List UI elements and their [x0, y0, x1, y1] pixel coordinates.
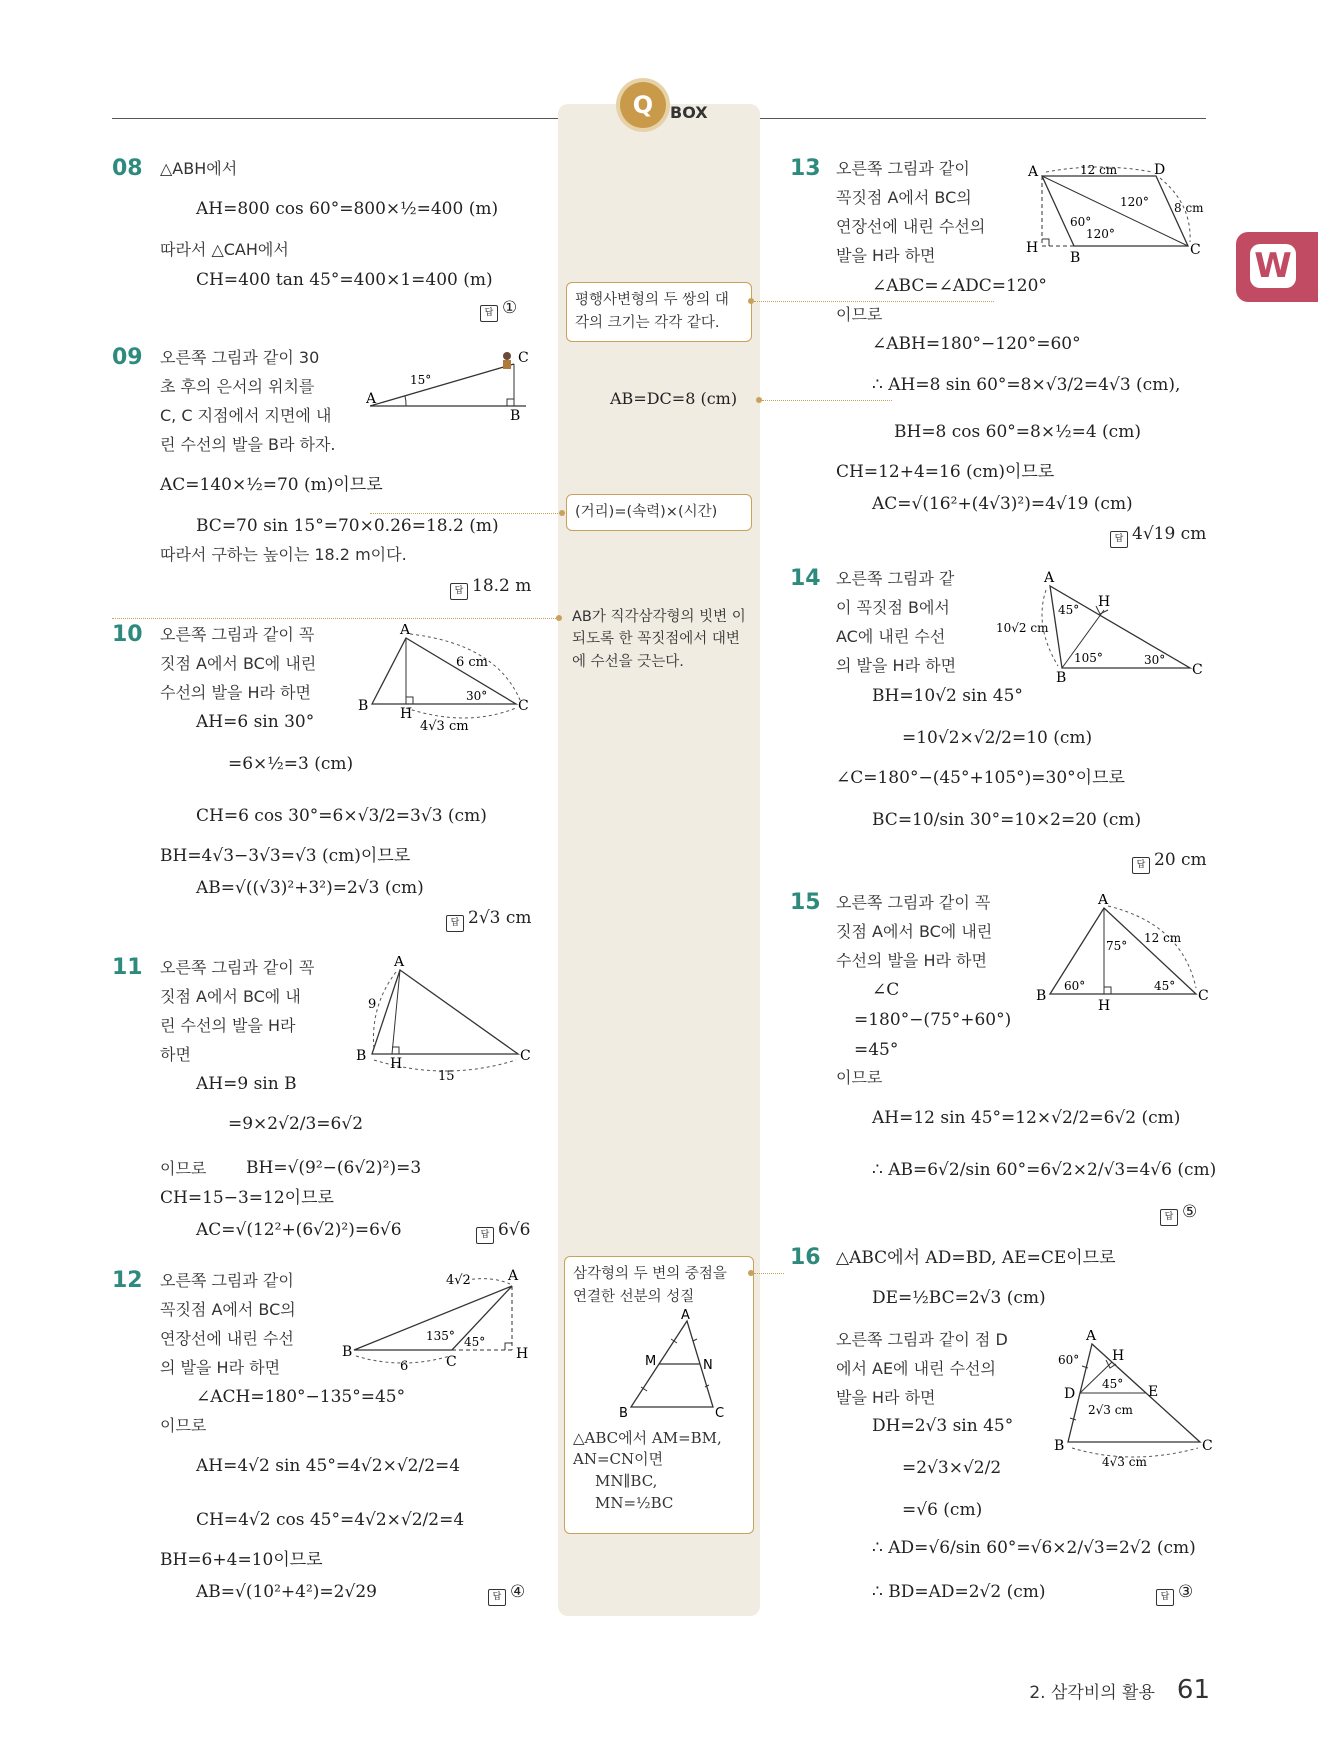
text-line: 연장선에 내린 수선 [160, 1329, 294, 1348]
answer-icon: 답 [450, 583, 468, 600]
svg-text:H: H [516, 1346, 529, 1362]
equation: CH=4√2 cos 45°=4√2×√2/2=4 [196, 1510, 465, 1530]
svg-text:H: H [1026, 240, 1039, 256]
text-line: 이므로 [160, 1416, 207, 1435]
text-line: 연장선에 내린 수선의 [836, 217, 986, 236]
text-line: 따라서 △CAH에서 [160, 240, 289, 259]
equation: AB=√(10²+4²)=2√29 [196, 1582, 377, 1602]
text-line: 오른쪽 그림과 같이 [160, 1271, 294, 1290]
note-midpoint [564, 1256, 754, 1534]
svg-text:H: H [1098, 594, 1111, 610]
svg-text:10√2 cm: 10√2 cm [996, 621, 1049, 635]
page-number: 61 [1176, 1675, 1210, 1705]
text-line: 린 수선의 발을 B라 하자. [160, 435, 336, 454]
text-line: 의 발을 H라 하면 [160, 1358, 281, 1377]
text-line: 초 후의 은서의 위치를 [160, 377, 315, 396]
text-line: 발을 H라 하면 [836, 1388, 936, 1407]
svg-text:A: A [1098, 894, 1109, 908]
svg-text:B: B [1070, 250, 1081, 264]
equation: DH=2√3 sin 45° [872, 1416, 1014, 1436]
svg-text:H: H [1098, 998, 1111, 1014]
figure-14 [994, 570, 1210, 684]
text-line: 꼭짓점 A에서 BC의 [836, 188, 972, 207]
svg-text:E: E [1148, 1384, 1159, 1400]
note-ab-dc: AB=DC=8 (cm) [610, 389, 738, 408]
problem-number: 12 [112, 1268, 143, 1293]
equation: ∴ AB=6√2/sin 60°=6√2×2/√3=4√6 (cm) [872, 1160, 1217, 1180]
equation: AC=√(12²+(6√2)²)=6√6 [196, 1220, 402, 1240]
answer-icon: 답 [446, 915, 464, 932]
svg-text:6: 6 [400, 1359, 409, 1372]
equation: BC=10/sin 30°=10×2=20 (cm) [872, 810, 1142, 830]
svg-text:B: B [1054, 1438, 1065, 1454]
svg-text:A: A [681, 1309, 690, 1324]
svg-text:30°: 30° [1144, 653, 1166, 667]
side-tab-letter: W [1250, 244, 1296, 288]
equation: =45° [854, 1040, 899, 1060]
svg-text:B: B [1056, 670, 1067, 684]
answer: 답 2√3 cm [446, 908, 532, 932]
note-parallelogram: 평행사변형의 두 쌍의 대 각의 크기는 각각 같다. [566, 282, 752, 342]
answer-icon: 답 [1160, 1209, 1178, 1226]
answer: 답 ④ [488, 1582, 525, 1606]
svg-text:B: B [510, 408, 521, 422]
svg-text:A: A [1086, 1330, 1097, 1344]
answer: 답 ③ [1156, 1582, 1193, 1606]
chapter-title: 2. 삼각비의 활용 [1029, 1683, 1155, 1703]
svg-text:15°: 15° [410, 373, 432, 387]
leader-line [112, 618, 556, 619]
text-line: 수선의 발을 H라 하면 [160, 683, 311, 702]
text-line: 오른쪽 그림과 같이 꼭 [836, 893, 991, 912]
svg-text:B: B [619, 1406, 628, 1420]
answer: 답 6√6 [476, 1220, 530, 1244]
text-line: C, C 지점에서 지면에 내 [160, 406, 332, 425]
svg-text:12 cm: 12 cm [1144, 931, 1182, 945]
text-line: AC에 내린 수선 [836, 627, 946, 646]
equation: ∠ABH=180°−120°=60° [872, 334, 1081, 354]
svg-text:45°: 45° [1058, 603, 1080, 617]
svg-text:60°: 60° [1064, 979, 1086, 993]
text-line: 에서 AE에 내린 수선의 [836, 1359, 996, 1378]
svg-text:8 cm: 8 cm [1174, 201, 1204, 215]
svg-text:120°: 120° [1120, 195, 1149, 209]
svg-text:75°: 75° [1106, 939, 1128, 953]
equation: ∴ AH=8 sin 60°=8×√3/2=4√3 (cm), [872, 375, 1181, 395]
answer-icon: 답 [476, 1227, 494, 1244]
svg-text:C: C [1202, 1438, 1213, 1454]
equation: =9×2√2/3=6√2 [228, 1114, 364, 1134]
leader-line [754, 1273, 784, 1274]
svg-text:60°: 60° [1058, 1353, 1080, 1367]
equation: ∴ BD=AD=2√2 (cm) [872, 1582, 1046, 1602]
figure-15 [1032, 894, 1212, 1024]
text-line: 발을 H라 하면 [836, 246, 936, 265]
svg-text:2√3 cm: 2√3 cm [1088, 1403, 1133, 1417]
answer: 답 20 cm [1132, 850, 1207, 874]
svg-text:C: C [518, 698, 529, 714]
equation: CH=15−3=12이므로 [160, 1188, 334, 1208]
leader-line [762, 400, 892, 401]
text-line: 꼭짓점 A에서 BC의 [160, 1300, 296, 1319]
text-line: 오른쪽 그림과 같 [836, 569, 955, 588]
problem-number: 15 [790, 890, 821, 915]
equation: ∠ACH=180°−135°=45° [196, 1387, 406, 1407]
text-line: 오른쪽 그림과 같이 30 [160, 348, 320, 367]
text-line: 짓점 A에서 BC에 내린 [160, 654, 317, 673]
answer-icon: 답 [1110, 531, 1128, 548]
svg-text:120°: 120° [1086, 227, 1115, 241]
equation: CH=12+4=16 (cm)이므로 [836, 462, 1055, 482]
equation: AB=√((√3)²+3²)=2√3 (cm) [196, 878, 424, 898]
problem-number: 13 [790, 156, 821, 181]
side-tab [1236, 232, 1318, 302]
equation: CH=400 tan 45°=400×1=400 (m) [196, 270, 493, 290]
answer: 답 ① [480, 298, 517, 322]
text-line: 오른쪽 그림과 같이 점 D [836, 1330, 1008, 1349]
svg-text:12 cm: 12 cm [1080, 163, 1118, 177]
svg-text:C: C [1192, 662, 1203, 678]
answer-icon: 답 [480, 305, 498, 322]
svg-text:30°: 30° [466, 689, 488, 703]
figure-16 [1052, 1330, 1216, 1474]
text-line: 오른쪽 그림과 같이 [836, 159, 970, 178]
svg-text:45°: 45° [1102, 1377, 1124, 1391]
svg-text:N: N [703, 1358, 713, 1374]
svg-text:B: B [342, 1344, 353, 1360]
text-line: 짓점 A에서 BC에 내 [160, 987, 301, 1006]
answer: 답 ⑤ [1160, 1202, 1197, 1226]
note-line: MN=½BC [595, 1493, 674, 1512]
equation: AH=9 sin B [196, 1074, 297, 1094]
note-distance: (거리)=(속력)×(시간) [566, 494, 752, 531]
svg-text:6 cm: 6 cm [456, 655, 489, 670]
figure-11 [356, 956, 536, 1082]
equation: DE=½BC=2√3 (cm) [872, 1288, 1046, 1308]
svg-text:135°: 135° [426, 1329, 455, 1343]
equation: =180°−(75°+60°) [854, 1010, 1012, 1030]
equation: =6×½=3 (cm) [228, 754, 354, 774]
equation: BH=√(9²−(6√2)²)=3 [246, 1158, 422, 1178]
figure-13 [1024, 160, 1214, 264]
equation: BH=6+4=10이므로 [160, 1550, 323, 1570]
text-line: 짓점 A에서 BC에 내린 [836, 922, 993, 941]
answer-icon: 답 [1156, 1589, 1174, 1606]
svg-text:15: 15 [438, 1069, 455, 1082]
svg-text:C: C [446, 1354, 457, 1370]
equation: ∠ABC=∠ADC=120° [872, 276, 1047, 296]
equation: =2√3×√2/2 [902, 1458, 1002, 1478]
note-midpoint-title: 삼각형의 두 변의 중점을 연결한 선분의 성질 [573, 1266, 727, 1306]
leader-line [370, 513, 560, 514]
svg-text:C: C [1190, 242, 1201, 258]
svg-text:4√2: 4√2 [446, 1273, 471, 1288]
svg-text:45°: 45° [1154, 979, 1176, 993]
equation: ∠C=180°−(45°+105°)=30°이므로 [836, 768, 1125, 788]
figure-midpoint [585, 1309, 735, 1419]
figure-10 [356, 624, 536, 734]
svg-text:105°: 105° [1074, 651, 1103, 665]
svg-text:45°: 45° [464, 1335, 486, 1349]
text-line: 따라서 구하는 높이는 18.2 m이다. [160, 545, 407, 564]
equation: AH=12 sin 45°=12×√2/2=6√2 (cm) [872, 1108, 1181, 1128]
answer: 답 18.2 m [450, 576, 531, 600]
svg-text:4√3 cm: 4√3 cm [420, 719, 469, 734]
problem-number: 16 [790, 1245, 821, 1270]
text-line: 이므로 [160, 1159, 207, 1178]
equation: BH=4√3−3√3=√3 (cm)이므로 [160, 846, 411, 866]
equation: AH=4√2 sin 45°=4√2×√2/2=4 [196, 1456, 461, 1476]
svg-text:C: C [715, 1406, 725, 1420]
svg-text:H: H [1112, 1348, 1125, 1364]
svg-text:A: A [508, 1268, 519, 1284]
text-line: 린 수선의 발을 H라 [160, 1016, 296, 1035]
svg-text:A: A [366, 391, 377, 407]
equation: BH=8 cos 60°=8×½=4 (cm) [894, 422, 1141, 442]
equation: BH=10√2 sin 45° [872, 686, 1023, 706]
svg-text:60°: 60° [1070, 215, 1092, 229]
equation: AC=√(16²+(4√3)²)=4√19 (cm) [872, 494, 1133, 514]
problem-number: 08 [112, 156, 143, 181]
figure-09 [366, 348, 534, 422]
svg-text:D: D [1064, 1386, 1076, 1402]
box-label: BOX [670, 103, 708, 122]
figure-12 [342, 1266, 532, 1372]
leader-dot [556, 615, 562, 621]
svg-text:B: B [358, 698, 369, 714]
note-hypotenuse: AB가 직각삼각형의 빗변 이 되도록 한 꼭짓점에서 대변에 수선을 긋는다. [572, 609, 746, 670]
equation: BC=70 sin 15°=70×0.26=18.2 (m) [196, 516, 499, 536]
note-line: △ABC에서 AM=BM, [573, 1428, 722, 1447]
text-line: 하면 [160, 1045, 191, 1064]
footer [1029, 1675, 1210, 1705]
svg-text:H: H [400, 706, 413, 722]
svg-text:B: B [1036, 988, 1047, 1004]
problem-number: 11 [112, 955, 143, 980]
svg-text:B: B [356, 1048, 367, 1064]
svg-text:9: 9 [368, 997, 377, 1012]
equation: △ABC에서 AD=BD, AE=CE이므로 [836, 1248, 1116, 1268]
note-line: MN∥BC, [595, 1472, 658, 1491]
text-line: 오른쪽 그림과 같이 꼭 [160, 958, 315, 977]
text-line: 수선의 발을 H라 하면 [836, 951, 987, 970]
svg-text:M: M [645, 1354, 657, 1370]
equation: ∴ AD=√6/sin 60°=√6×2/√3=2√2 (cm) [872, 1538, 1196, 1558]
problem-number: 09 [112, 345, 143, 370]
svg-text:A: A [400, 624, 411, 638]
text-line: 오른쪽 그림과 같이 꼭 [160, 625, 315, 644]
svg-text:C: C [520, 1048, 531, 1064]
answer: 답 4√19 cm [1110, 524, 1206, 548]
equation: AH=800 cos 60°=800×½=400 (m) [196, 199, 499, 219]
note-line: AN=CN이면 [573, 1450, 664, 1469]
problem-number: 14 [790, 566, 821, 591]
problem-number: 10 [112, 622, 143, 647]
text-line: 의 발을 H라 하면 [836, 656, 957, 675]
equation: AH=6 sin 30° [196, 712, 315, 732]
svg-text:D: D [1154, 162, 1166, 178]
svg-text:H: H [390, 1056, 403, 1072]
q-badge: Q [620, 82, 666, 128]
equation: AC=140×½=70 (m)이므로 [160, 475, 383, 495]
text-line: △ABH에서 [160, 159, 238, 178]
equation: CH=6 cos 30°=6×√3/2=3√3 (cm) [196, 806, 487, 826]
svg-text:A: A [1028, 164, 1039, 180]
answer-icon: 답 [488, 1589, 506, 1606]
equation: ∠C [872, 980, 900, 1000]
text-line: 이므로 [836, 305, 883, 324]
text-line: 이 꼭짓점 B에서 [836, 598, 950, 617]
text-line: 이므로 [836, 1068, 883, 1087]
answer-icon: 답 [1132, 857, 1150, 874]
svg-text:A: A [1044, 570, 1055, 586]
svg-text:4√3 cm: 4√3 cm [1102, 1455, 1147, 1469]
equation: =10√2×√2/2=10 (cm) [902, 728, 1093, 748]
svg-text:C: C [1198, 988, 1209, 1004]
svg-text:C: C [518, 350, 529, 366]
equation: =√6 (cm) [902, 1500, 983, 1520]
svg-text:A: A [394, 956, 405, 970]
leader-line [754, 301, 994, 302]
